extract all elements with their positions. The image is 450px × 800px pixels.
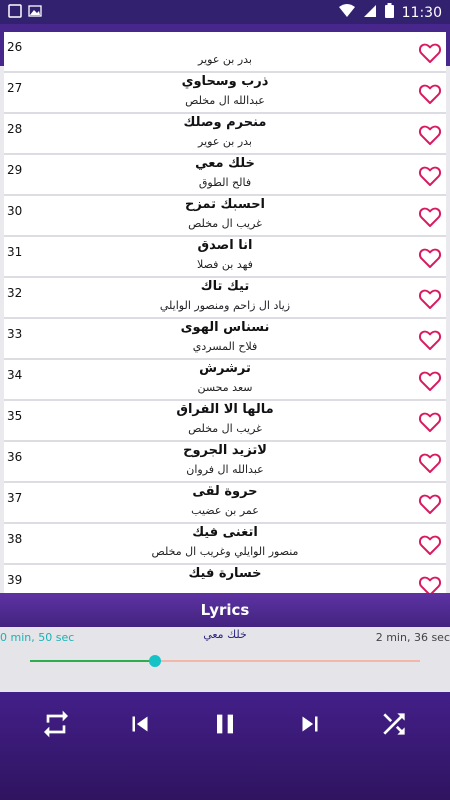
song-number: 28 xyxy=(7,122,23,136)
song-row[interactable] xyxy=(4,401,446,442)
seek-bar-progress xyxy=(30,660,155,662)
heart-outline-icon[interactable] xyxy=(418,82,442,106)
song-row[interactable] xyxy=(4,442,446,483)
song-number: 26 xyxy=(7,40,23,54)
song-artist: عبدالله ال فروان xyxy=(186,463,264,476)
heart-outline-icon[interactable] xyxy=(418,451,442,475)
heart-outline-icon[interactable] xyxy=(418,123,442,147)
song-title: احسبك تمزح xyxy=(184,197,266,212)
shuffle-button[interactable] xyxy=(376,706,412,742)
song-number: 29 xyxy=(7,163,23,177)
heart-outline-icon[interactable] xyxy=(418,246,442,270)
song-title: اتغنى فيك xyxy=(192,525,258,540)
skip-next-icon xyxy=(295,709,325,739)
heart-outline-icon[interactable] xyxy=(418,205,442,229)
signal-icon xyxy=(363,4,377,22)
song-row[interactable] xyxy=(4,278,446,319)
song-title: انا اصدق xyxy=(197,238,253,253)
song-number: 33 xyxy=(7,327,23,341)
pause-button[interactable] xyxy=(207,706,243,742)
song-title: لاتزيد الجروح xyxy=(183,443,267,458)
song-artist: زياد ال زاحم ومنصور الوايلي xyxy=(159,299,291,312)
song-row[interactable] xyxy=(4,360,446,401)
pause-icon xyxy=(209,708,241,740)
song-title: حروة لقى xyxy=(192,484,258,499)
lyrics-button[interactable]: Lyrics xyxy=(0,593,450,627)
song-title: خسارة فيك xyxy=(188,566,262,581)
next-button[interactable] xyxy=(292,706,328,742)
song-row[interactable] xyxy=(4,237,446,278)
image-icon xyxy=(28,4,42,22)
skip-previous-icon xyxy=(125,709,155,739)
song-artist: عبدالله ال مخلص xyxy=(185,94,265,107)
song-list[interactable] xyxy=(0,40,450,593)
song-artist: فهد بن فصلا xyxy=(197,258,253,271)
repeat-icon xyxy=(40,708,72,740)
progress-area xyxy=(0,627,450,692)
shuffle-icon xyxy=(378,708,410,740)
heart-outline-icon[interactable] xyxy=(418,492,442,516)
song-row[interactable] xyxy=(4,483,446,524)
current-song-title: خلك معي xyxy=(203,628,247,641)
song-number: 27 xyxy=(7,81,23,95)
song-row[interactable] xyxy=(4,114,446,155)
song-title: ترشرش xyxy=(199,361,251,376)
song-title: نسناس الهوى xyxy=(180,320,270,335)
seek-bar[interactable] xyxy=(30,660,420,662)
song-row[interactable] xyxy=(4,319,446,360)
song-number: 31 xyxy=(7,245,23,259)
heart-outline-icon[interactable] xyxy=(418,410,442,434)
song-artist: غريب ال مخلص xyxy=(188,422,262,435)
battery-icon xyxy=(385,3,394,22)
song-title: مالها الا الفراق xyxy=(176,402,274,417)
song-title: تيك تاك xyxy=(200,279,250,294)
song-number: 39 xyxy=(7,573,23,587)
song-title: منحرم وصلك xyxy=(183,115,267,130)
song-number: 38 xyxy=(7,532,23,546)
heart-outline-icon[interactable] xyxy=(418,328,442,352)
song-number: 37 xyxy=(7,491,23,505)
playback-controls xyxy=(0,692,450,800)
notification-square-icon xyxy=(8,4,22,22)
song-row[interactable] xyxy=(4,73,446,114)
heart-outline-icon[interactable] xyxy=(418,369,442,393)
song-artist: بدر بن عوير xyxy=(198,135,252,148)
song-number: 30 xyxy=(7,204,23,218)
song-row[interactable] xyxy=(4,155,446,196)
heart-outline-icon[interactable] xyxy=(418,41,442,65)
song-title: خلك معي xyxy=(195,156,255,171)
song-number: 34 xyxy=(7,368,23,382)
heart-outline-icon[interactable] xyxy=(418,287,442,311)
song-number: 32 xyxy=(7,286,23,300)
song-artist: غريب ال مخلص xyxy=(188,217,262,230)
repeat-button[interactable] xyxy=(38,706,74,742)
song-title: ذرب وسحاوي xyxy=(181,74,269,89)
status-time: 11:30 xyxy=(401,4,442,21)
previous-button[interactable] xyxy=(122,706,158,742)
song-artist: عمر بن عضيب xyxy=(191,504,259,517)
song-artist: سعد محسن xyxy=(197,381,253,394)
heart-outline-icon[interactable] xyxy=(418,164,442,188)
song-number: 36 xyxy=(7,450,23,464)
song-artist: منصور الوايلي وغريب ال مخلص xyxy=(151,545,299,558)
total-time: 2 min, 36 sec xyxy=(375,631,450,644)
song-artist: فلاح المسردي xyxy=(192,340,258,353)
song-row[interactable] xyxy=(4,196,446,237)
seek-bar-thumb[interactable] xyxy=(149,655,161,667)
song-number: 35 xyxy=(7,409,23,423)
status-bar xyxy=(0,0,450,24)
wifi-icon xyxy=(339,4,355,22)
song-row[interactable] xyxy=(4,32,446,73)
heart-outline-icon[interactable] xyxy=(418,533,442,557)
song-row[interactable] xyxy=(4,524,446,565)
elapsed-time: 0 min, 50 sec xyxy=(0,631,75,644)
song-artist: فالح الطوق xyxy=(198,176,252,189)
song-artist: بدر بن عوير xyxy=(198,53,252,66)
